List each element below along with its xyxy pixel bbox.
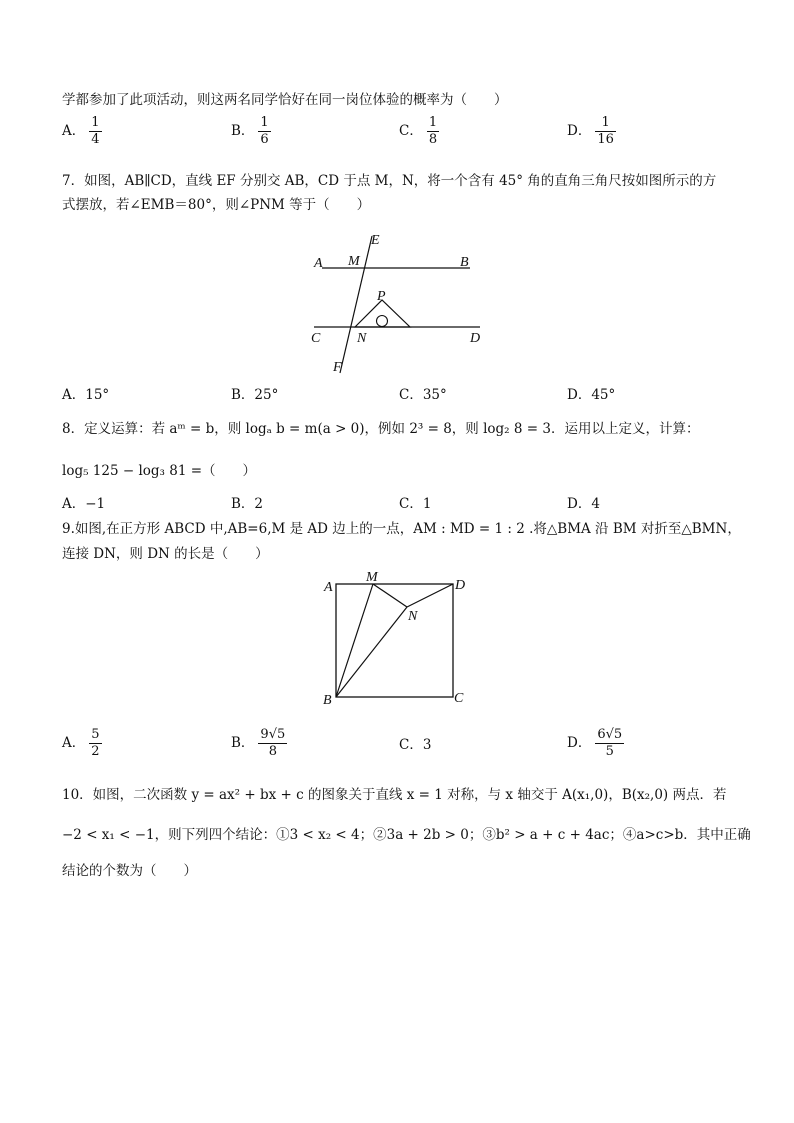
label-c: C — [311, 331, 321, 346]
label-d: D — [470, 331, 481, 346]
option-letter: C． — [399, 123, 423, 139]
fraction: $\frac{5}{2}$ — [91, 727, 100, 759]
q7-option-c[interactable]: C．35° — [399, 387, 447, 403]
option-letter: B． — [231, 123, 255, 139]
q7-option-a[interactable]: A．15° — [62, 387, 110, 403]
square-abcd — [336, 584, 453, 697]
q6-option-c[interactable] — [399, 115, 439, 148]
q7-figure — [300, 228, 500, 378]
q7-option-d[interactable]: D．45° — [567, 387, 616, 403]
segment-bm — [336, 584, 373, 697]
fraction: $\frac{1}{4}$ — [91, 115, 100, 147]
q9-stem-line1: 9.如图,在正方形 ABCD 中,AB=6,M 是 AD 边上的一点，AM : MD = 1 : 2 .将△BMA 沿 BM 对折至△BMN， — [62, 521, 741, 537]
label-p: P — [377, 289, 386, 304]
label-n: N — [408, 609, 418, 624]
q7-option-b[interactable]: B．25° — [231, 387, 279, 403]
q10-stem-line2: −2 < x₁ < −1，则下列四个结论：①3 < x₂ < 4；②3a + 2b > 0；③b² > a + c + 4ac；④a>c>b．其中正确 — [62, 827, 751, 843]
label-a: A — [314, 256, 323, 271]
q8-option-a[interactable]: A．−1 — [62, 496, 106, 512]
label-d: D — [455, 578, 466, 593]
q8-stem-line2: log₅ 125 − log₃ 81 =（ ） — [62, 463, 257, 479]
q6-option-d[interactable] — [567, 115, 616, 148]
q10-stem-line1: 10．如图，二次函数 y = ax² + bx + c 的图象关于直线 x = 1 对称，与 x 轴交于 A(x₁,0)，B(x₂,0) 两点．若 — [62, 787, 727, 803]
q7-stem-line2: 式摆放，若∠EMB＝80°，则∠PNM 等于（ ） — [62, 197, 371, 213]
fraction: $\frac{1}{8}$ — [428, 115, 438, 147]
q6-option-b[interactable] — [231, 115, 271, 148]
fraction: $\frac{6√5}{5}$ — [597, 727, 623, 759]
q8-stem-line1: 8．定义运算：若 aᵐ = b，则 logₐ b = m(a > 0)，例如 2³ = 8，则 log₂ 8 = 3．运用以上定义，计算： — [62, 421, 700, 437]
q6-stem: 学都参加了此项活动，则这两名同学恰好在同一岗位体验的概率为（ ） — [62, 92, 508, 108]
label-m: M — [366, 570, 378, 585]
q9-option-b[interactable]: B． $\frac{9√5}{8}$ — [231, 727, 286, 759]
q8-option-b[interactable]: B．2 — [231, 496, 264, 512]
q9-option-c[interactable]: C．3 — [399, 737, 432, 753]
ruler-hole — [377, 316, 388, 327]
segment-bn — [336, 607, 407, 697]
q6-option-a[interactable] — [62, 115, 102, 148]
label-b: B — [460, 255, 469, 270]
q9-option-d[interactable]: D． $\frac{6√5}{5}$ — [567, 727, 623, 759]
label-a: A — [324, 580, 333, 595]
triangle-ruler — [355, 300, 410, 327]
q9-figure — [318, 566, 478, 712]
label-c: C — [454, 691, 464, 706]
q9-option-a[interactable]: A． $\frac{5}{2}$ — [62, 727, 100, 759]
fraction: $\frac{9√5}{8}$ — [260, 727, 286, 759]
label-b: B — [323, 693, 332, 708]
segment-nd — [407, 584, 453, 607]
q10-stem-line3: 结论的个数为（ ） — [62, 863, 197, 879]
option-letter: D． — [567, 123, 592, 139]
q8-option-c[interactable]: C．1 — [399, 496, 432, 512]
fraction: $\frac{1}{16}$ — [597, 115, 614, 147]
q8-option-d[interactable]: D．4 — [567, 496, 600, 512]
label-m: M — [348, 254, 360, 269]
q7-stem-line1: 7．如图，AB∥CD，直线 EF 分别交 AB，CD 于点 M，N，将一个含有 45° 角的直角三角尺按如图所示的方 — [62, 173, 717, 189]
q9-stem-line2: 连接 DN，则 DN 的长是（ ） — [62, 546, 269, 562]
label-f: F — [333, 360, 342, 375]
option-letter: A． — [62, 123, 86, 139]
label-e: E — [371, 233, 380, 248]
label-n: N — [357, 331, 367, 346]
fraction: $\frac{1}{6}$ — [260, 115, 269, 147]
segment-mn — [373, 584, 407, 607]
